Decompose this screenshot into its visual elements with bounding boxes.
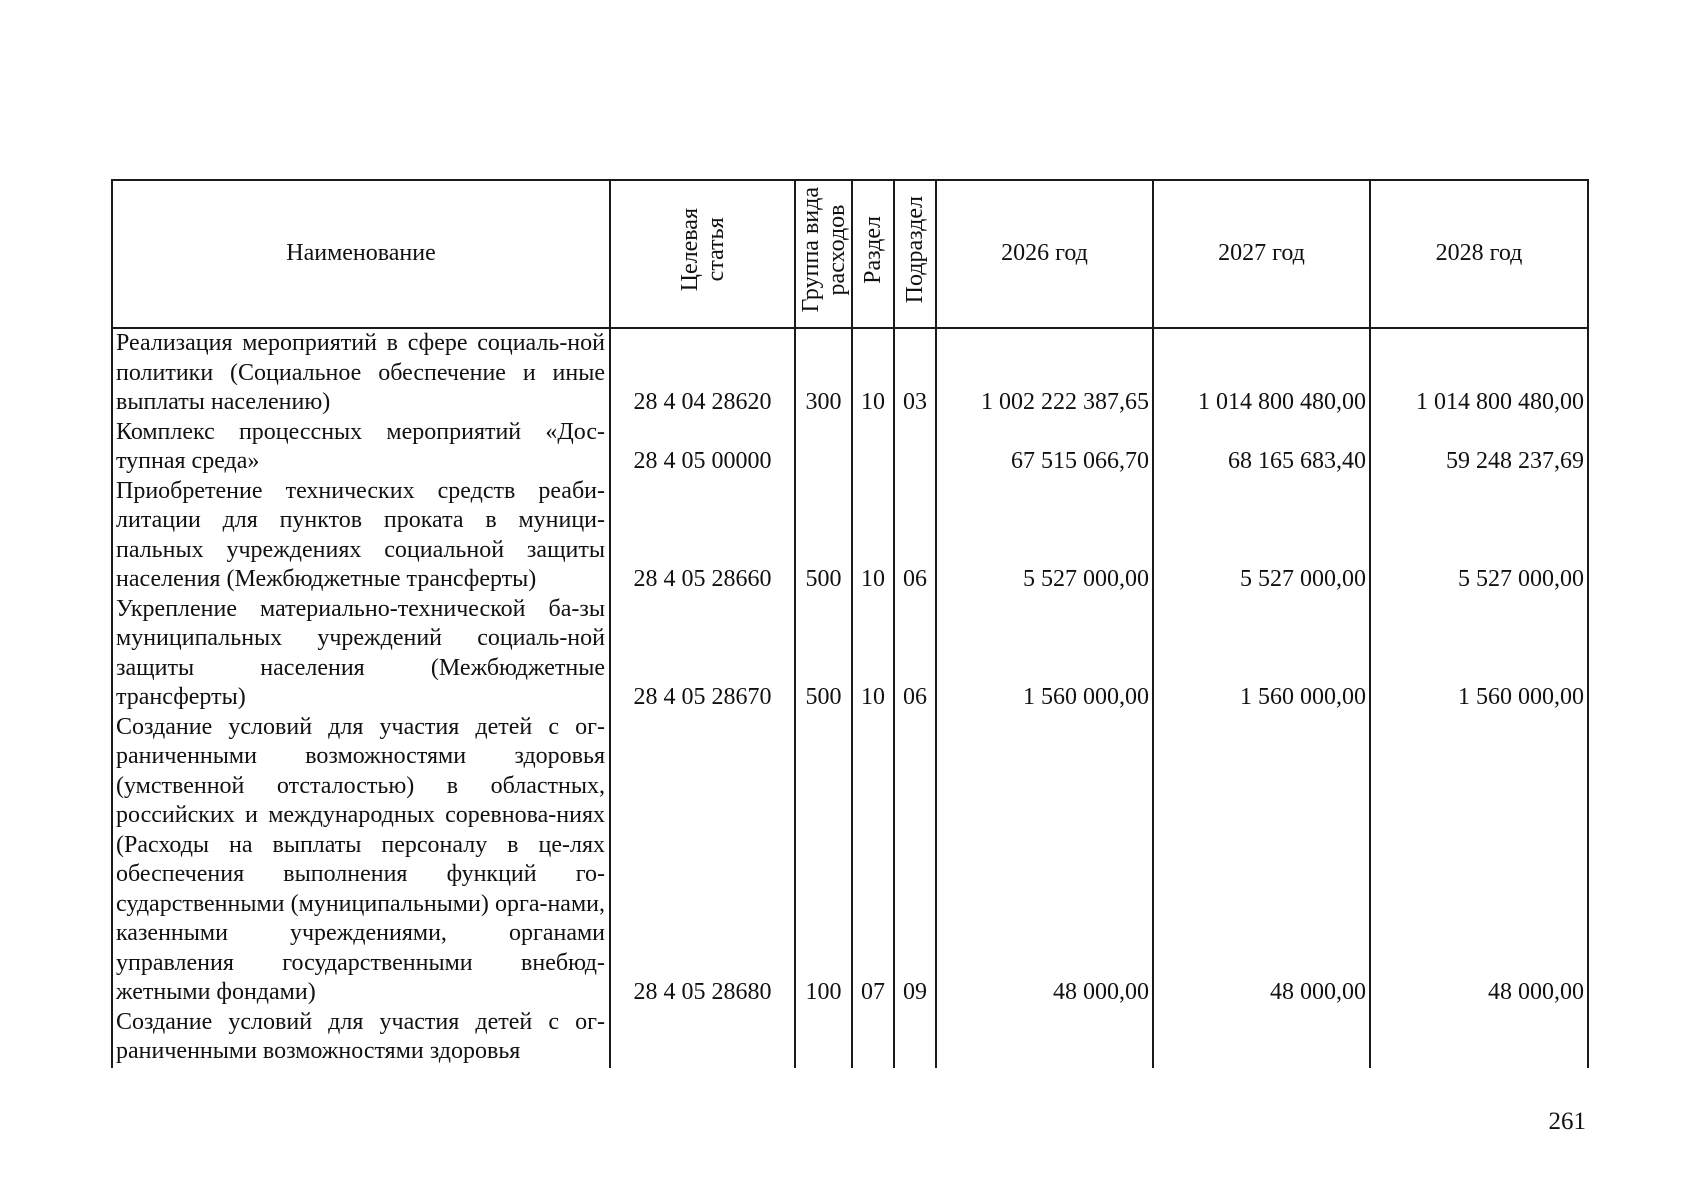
- row-amount-2026: 48 000,00: [936, 713, 1153, 1008]
- row-subsection: 06: [894, 595, 936, 713]
- table-row: [112, 418, 1588, 477]
- table-row: [112, 713, 1588, 1008]
- budget-table: [111, 179, 1589, 1068]
- row-name-text: Создание условий для участия детей с ог-раниченными возможностями здоровья: [116, 1008, 605, 1064]
- row-amount-2027: [1153, 1008, 1370, 1068]
- row-target: [610, 1008, 795, 1068]
- row-amount-2028: 1 014 800 480,00: [1370, 328, 1588, 418]
- header-subsection-label: Подраздел: [902, 196, 928, 304]
- row-section: 10: [852, 328, 894, 418]
- row-amount-2028: 59 248 237,69: [1370, 418, 1588, 477]
- table-row: [112, 328, 1588, 418]
- table-row: [112, 595, 1588, 713]
- header-name: Наименование: [112, 180, 610, 328]
- row-amount-2027: 1 014 800 480,00: [1153, 328, 1370, 418]
- row-section: 10: [852, 477, 894, 595]
- row-section: [852, 1008, 894, 1068]
- row-group: [795, 1008, 852, 1068]
- row-name-continued: [112, 1008, 610, 1068]
- row-amount-2026: 1 560 000,00: [936, 595, 1153, 713]
- header-target: [610, 180, 795, 328]
- row-group: 300: [795, 328, 852, 418]
- header-group-line1: Группа вида: [797, 187, 824, 313]
- header-subsection: [894, 180, 936, 328]
- row-section: [852, 418, 894, 477]
- row-group: 500: [795, 477, 852, 595]
- row-name: Реализация мероприятий в сфере социаль-ной политики (Социальное обеспечение и иные выплаты населению): [112, 328, 610, 418]
- row-subsection: [894, 418, 936, 477]
- row-amount-2027: 5 527 000,00: [1153, 477, 1370, 595]
- row-name: Укрепление материально-технической ба-зы муниципальных учреждений социаль-ной защиты населения (Межбюджетные трансферты): [112, 595, 610, 713]
- header-group: [795, 180, 852, 328]
- row-amount-2028: 1 560 000,00: [1370, 595, 1588, 713]
- row-name: Создание условий для участия детей с ог-раниченными возможностями здоровья (умственной отсталостью) в областных, российских и международных соревнова-ниях (Расходы на выплаты персоналу в це-лях обеспечения выполнения функций го-сударственными (муниципальными) орга-нами, казенными учреждениями, органами управления государственными внебюд-жетными фондами): [112, 713, 610, 1008]
- table-row: [112, 477, 1588, 595]
- row-name: Приобретение технических средств реаби-литации для пунктов проката в муници-пальных учреждениях социальной защиты населения (Межбюджетные трансферты): [112, 477, 610, 595]
- row-amount-2027: 48 000,00: [1153, 713, 1370, 1008]
- row-amount-2026: [936, 1008, 1153, 1068]
- header-year-2027: 2027 год: [1153, 180, 1370, 328]
- row-subsection: 09: [894, 713, 936, 1008]
- table-row: [112, 1008, 1588, 1068]
- header-target-line1: Целевая: [676, 208, 703, 292]
- row-target: 28 4 04 28620: [610, 328, 795, 418]
- row-target: 28 4 05 00000: [610, 418, 795, 477]
- row-target: 28 4 05 28680: [610, 713, 795, 1008]
- row-amount-2026: 1 002 222 387,65: [936, 328, 1153, 418]
- page-number: 261: [1548, 1108, 1586, 1135]
- header-section-label: Раздел: [860, 215, 886, 284]
- row-target: 28 4 05 28670: [610, 595, 795, 713]
- row-section: 10: [852, 595, 894, 713]
- row-amount-2027: 68 165 683,40: [1153, 418, 1370, 477]
- row-subsection: 06: [894, 477, 936, 595]
- row-section: 07: [852, 713, 894, 1008]
- header-group-line2: расходов: [823, 204, 850, 296]
- row-amount-2026: 5 527 000,00: [936, 477, 1153, 595]
- row-amount-2026: 67 515 066,70: [936, 418, 1153, 477]
- row-group: 500: [795, 595, 852, 713]
- row-group: 100: [795, 713, 852, 1008]
- row-amount-2027: 1 560 000,00: [1153, 595, 1370, 713]
- row-amount-2028: 5 527 000,00: [1370, 477, 1588, 595]
- row-target: 28 4 05 28660: [610, 477, 795, 595]
- row-group: [795, 418, 852, 477]
- header-section: [852, 180, 894, 328]
- header-target-line2: статья: [702, 217, 729, 282]
- row-name: Комплекс процессных мероприятий «Дос-тупная среда»: [112, 418, 610, 477]
- row-amount-2028: 48 000,00: [1370, 713, 1588, 1008]
- header-year-2026: 2026 год: [936, 180, 1153, 328]
- row-subsection: [894, 1008, 936, 1068]
- table-header-row: [112, 180, 1588, 328]
- row-amount-2028: [1370, 1008, 1588, 1068]
- row-subsection: 03: [894, 328, 936, 418]
- header-year-2028: 2028 год: [1370, 180, 1588, 328]
